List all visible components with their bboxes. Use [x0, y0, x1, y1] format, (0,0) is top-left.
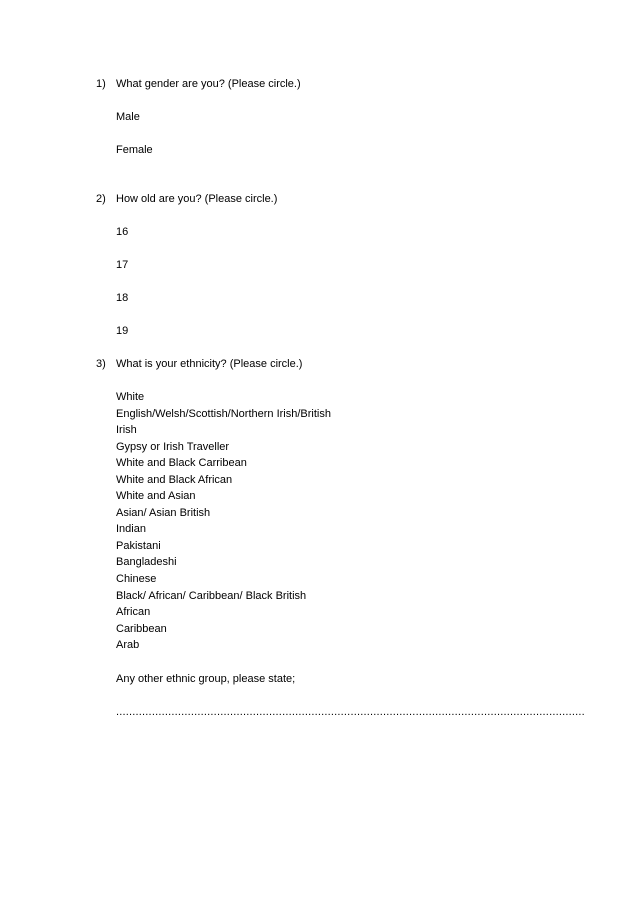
option-arab[interactable]: Arab: [116, 639, 140, 651]
option-english-welsh-scottish-northern-irish-british[interactable]: English/Welsh/Scottish/Northern Irish/British: [116, 408, 331, 420]
option-male[interactable]: Male: [116, 111, 140, 123]
option-white[interactable]: White: [116, 391, 145, 403]
option-african[interactable]: African: [116, 606, 151, 618]
question-2-text: How old are you? (Please circle.): [116, 193, 278, 205]
option-black-african-caribbean-black-british[interactable]: Black/ African/ Caribbean/ Black British: [116, 590, 307, 602]
option-age-17[interactable]: 17: [116, 259, 129, 271]
option-asian-british[interactable]: Asian/ Asian British: [116, 507, 211, 519]
option-gypsy-or-irish-traveller[interactable]: Gypsy or Irish Traveller: [116, 441, 230, 453]
question-1-text: What gender are you? (Please circle.): [116, 78, 301, 90]
option-caribbean[interactable]: Caribbean: [116, 623, 167, 635]
option-white-and-black-african[interactable]: White and Black African: [116, 474, 233, 486]
question-2-number: 2): [96, 193, 106, 205]
question-1-number: 1): [96, 78, 106, 90]
question-3-number: 3): [96, 358, 106, 370]
option-age-19[interactable]: 19: [116, 325, 129, 337]
option-age-16[interactable]: 16: [116, 226, 129, 238]
option-pakistani[interactable]: Pakistani: [116, 540, 161, 552]
option-white-and-asian[interactable]: White and Asian: [116, 490, 196, 502]
option-irish[interactable]: Irish: [116, 424, 137, 436]
option-chinese[interactable]: Chinese: [116, 573, 157, 585]
other-ethnic-group-answer-line[interactable]: ................................................................................................................................................: [116, 706, 585, 718]
option-white-and-black-carribean[interactable]: White and Black Carribean: [116, 457, 247, 469]
other-ethnic-group-prompt: Any other ethnic group, please state;: [116, 673, 296, 685]
option-female[interactable]: Female: [116, 144, 153, 156]
question-3-text: What is your ethnicity? (Please circle.): [116, 358, 303, 370]
option-indian[interactable]: Indian: [116, 523, 146, 535]
option-bangladeshi[interactable]: Bangladeshi: [116, 556, 177, 568]
option-age-18[interactable]: 18: [116, 292, 129, 304]
